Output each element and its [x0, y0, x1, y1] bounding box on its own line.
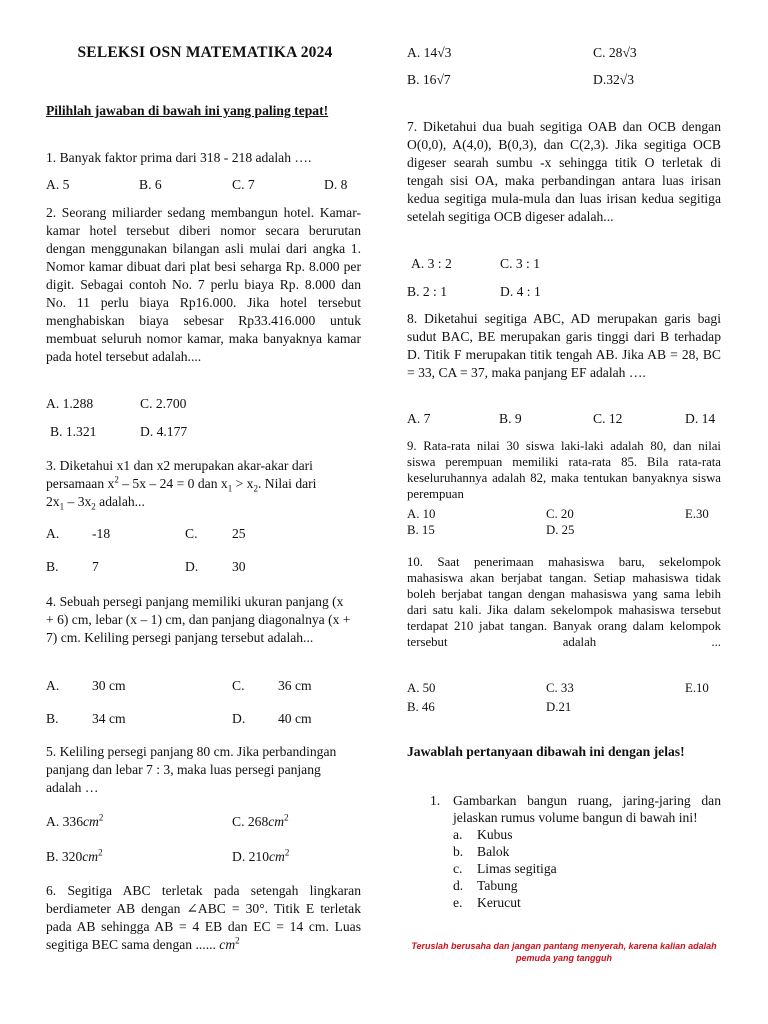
q3-subscript: 2 — [91, 501, 96, 512]
option-d[interactable] — [232, 848, 289, 866]
option-a-value[interactable]: 30 cm — [92, 678, 126, 693]
q3-subscript: 1 — [59, 501, 65, 512]
option-a-value: A. 336 — [46, 814, 84, 829]
option-d[interactable]: D. 25 — [546, 523, 575, 537]
unit-exponent: 2 — [98, 847, 103, 858]
option-a[interactable]: A. 50 — [407, 681, 436, 695]
essay-question-1 — [430, 792, 721, 911]
option-d[interactable]: D. 8 — [324, 177, 348, 192]
option-a[interactable]: A. 14√3 — [407, 45, 452, 60]
option-a-label[interactable]: A. — [46, 678, 60, 693]
option-b-label[interactable]: B. — [46, 559, 59, 574]
option-c-value[interactable]: 36 cm — [278, 678, 312, 693]
q3-text: – 3x — [64, 494, 92, 509]
option-d[interactable]: D.21 — [546, 700, 572, 714]
section-heading-multiple-choice: Pilihlah jawaban di bawah ini yang paling tepat! — [46, 103, 329, 118]
list-item — [453, 860, 721, 877]
option-b[interactable]: B. 15 — [407, 523, 435, 537]
item-text: Kubus — [477, 827, 513, 842]
unit-exponent: 2 — [284, 812, 289, 823]
q3-text: adalah... — [95, 494, 145, 509]
unit-exponent: 2 — [284, 847, 290, 858]
option-d-label[interactable]: D. — [185, 559, 199, 574]
option-c[interactable]: C. 3 : 1 — [500, 256, 541, 271]
option-b[interactable]: B. 1.321 — [50, 424, 97, 439]
option-c-label[interactable]: C. — [232, 678, 245, 693]
list-item — [453, 894, 721, 911]
q3-exponent: 2 — [114, 474, 119, 485]
option-b[interactable] — [46, 848, 103, 866]
option-c-value[interactable]: 25 — [232, 526, 246, 541]
option-d-value[interactable]: 30 — [232, 559, 246, 574]
question-9: 9. Rata-rata nilai 30 siswa laki-laki adalah 80, dan nilai siswa perempuan memiliki rata-rata 85. Bila rata-rata keseluruhannya adalah 82, maka tentukan banyaknya siswa perempuan — [407, 439, 721, 501]
option-a[interactable]: A. 5 — [46, 177, 70, 192]
option-d-label[interactable]: D. — [232, 711, 246, 726]
option-d-value[interactable]: 40 cm — [278, 711, 312, 726]
option-c[interactable]: C. 28√3 — [593, 45, 637, 60]
option-b[interactable]: B. 16√7 — [407, 72, 451, 87]
q3-text: 2x — [46, 494, 60, 509]
option-a-label[interactable]: A. — [46, 526, 60, 541]
option-c-label[interactable]: C. — [185, 526, 198, 541]
page-title: SELEKSI OSN MATEMATIKA 2024 — [77, 44, 333, 61]
option-b-value: B. 320 — [46, 849, 83, 864]
option-a[interactable]: A. 1.288 — [46, 396, 94, 411]
question-6 — [46, 882, 361, 954]
item-letter: a. — [453, 827, 463, 842]
q3-text: persamaan x — [46, 476, 115, 491]
question-3-line-1: 3. Diketahui x1 dan x2 merupakan akar-akar dari — [46, 458, 313, 473]
option-d[interactable]: D. 4 : 1 — [500, 284, 541, 299]
q3-subscript: 2 — [253, 483, 258, 494]
option-d-value: D. 210 — [232, 849, 270, 864]
motto-text: Teruslah berusaha dan jangan pantang menyerah, karena kalian adalah pemuda yang tangguh — [411, 941, 717, 963]
unit-exponent: 2 — [98, 812, 104, 823]
essay-number: 1. — [430, 793, 441, 808]
question-1: 1. Banyak faktor prima dari 318 - 218 adalah …. — [46, 150, 312, 165]
item-letter: b. — [453, 844, 464, 859]
list-item — [453, 843, 721, 860]
question-10: 10. Saat penerimaan mahasiswa baru, sekelompok mahasiswa akan berjabat tangan. Setiap mahasiswa tidak boleh berjabat tangan dengan mahasiswa yang sama lebih dari satu kali. Jika dalam sekelompok mahasiswa tersebut terdapat 210 jabat tangan. Banyak orang dalam kelompok tersebut adalah ... — [407, 555, 721, 649]
question-6-text: 6. Segitiga ABC terletak pada setengah lingkaran berdiameter AB dengan ∠ABC = 30°. Titik E terletak pada AB sehingga AB = 4 EB dan EC = 14 cm. Luas segitiga BEC sama dengan ...... — [46, 883, 361, 952]
item-letter: e. — [453, 895, 463, 910]
q3-text: > x — [232, 476, 254, 491]
unit: cm — [219, 937, 236, 952]
option-c[interactable]: C. 12 — [593, 411, 623, 426]
option-c[interactable] — [232, 813, 289, 831]
question-3-line-3 — [46, 493, 361, 511]
option-d[interactable]: D. 4.177 — [140, 424, 188, 439]
question-3 — [46, 457, 361, 511]
question-2: 2. Seorang miliarder sedang membangun hotel. Kamar-kamar hotel tersebut diberi nomor secara berurutan dengan menggunakan bilangan asli mulai dari angka 1. Nomor kamar dibuat dari plat besi seharga Rp. 8.000 per digit. Sebagai contoh No. 7 perlu biaya Rp. 8.000 dan No. 11 perlu biaya Rp16.000. Jika hotel tersebut menghabiskan biaya sebesar Rp33.416.000 untuk membuat seluruh nomor kamar, maka banyaknya kamar pada hotel tersebut adalah.... — [46, 205, 361, 364]
option-a-value[interactable]: -18 — [92, 526, 111, 541]
option-c[interactable]: C. 20 — [546, 507, 574, 521]
item-text: Balok — [477, 844, 510, 859]
option-b-value[interactable]: 7 — [92, 559, 99, 574]
question-7: 7. Diketahui dua buah segitiga OAB dan OCB dengan O(0,0), A(4,0), B(0,3), dan C(2,3). Jika segitiga OCB digeser searah sumbu -x sehingga titik O terletak di tengah sisi OA, maka perbandingan antara luas irisan kedua segitiga mula-mula dan luas irisan kedua segitiga setelah segitiga OCB digeser adalah... — [407, 119, 721, 224]
option-a[interactable]: A. 10 — [407, 507, 436, 521]
list-item — [453, 826, 721, 843]
item-letter: d. — [453, 878, 464, 893]
unit-exponent: 2 — [235, 935, 240, 946]
question-5: 5. Keliling persegi panjang 80 cm. Jika perbandingan panjang dan lebar 7 : 3, maka luas persegi panjang adalah … — [46, 744, 337, 795]
question-8: 8. Diketahui segitiga ABC, AD merupakan garis bagi sudut BAC, BE merupakan garis tinggi dari B terhadap D. Titik F merupakan titik tengah AB. Jika AB = 28, BC = 33, CA = 37, maka panjang EF adalah …. — [407, 311, 721, 380]
q3-text: . Nilai dari — [257, 476, 317, 491]
option-e[interactable]: E.10 — [685, 681, 709, 695]
unit: cm — [269, 849, 285, 864]
option-b[interactable]: B. 9 — [499, 411, 522, 426]
question-4: 4. Sebuah persegi panjang memiliki ukuran panjang (x + 6) cm, lebar (x – 1) cm, dan panjang diagonalnya (x + 7) cm. Keliling persegi panjang tersebut adalah... — [46, 594, 351, 645]
unit: cm — [83, 814, 99, 829]
essay-text: Gambarkan bangun ruang, jaring-jaring dan jelaskan rumus volume bangun di bawah ini! — [453, 793, 721, 825]
unit: cm — [82, 849, 99, 864]
option-d[interactable]: D.32√3 — [593, 72, 635, 87]
q3-subscript: 1 — [227, 483, 233, 494]
item-text: Tabung — [477, 878, 518, 893]
option-b-label[interactable]: B. — [46, 711, 59, 726]
option-a[interactable]: A. 7 — [407, 411, 431, 426]
option-b[interactable]: B. 46 — [407, 700, 435, 714]
option-c[interactable]: C. 7 — [232, 177, 255, 192]
option-a[interactable] — [46, 813, 103, 831]
item-letter: c. — [453, 861, 463, 876]
section-heading-essay: Jawablah pertanyaan dibawah ini dengan jelas! — [407, 744, 685, 759]
list-item — [453, 877, 721, 894]
item-text: Kerucut — [477, 895, 521, 910]
option-e[interactable]: E.30 — [685, 507, 709, 521]
option-b[interactable]: B. 2 : 1 — [407, 284, 448, 299]
option-c[interactable]: C. 33 — [546, 681, 574, 695]
option-b-value[interactable]: 34 cm — [92, 711, 126, 726]
option-c[interactable]: C. 2.700 — [140, 396, 187, 411]
option-c-value: C. 268 — [232, 814, 269, 829]
item-text: Limas segitiga — [477, 861, 557, 876]
essay-items — [453, 826, 721, 911]
question-3-line-2 — [46, 475, 361, 493]
option-b[interactable]: B. 6 — [139, 177, 162, 192]
option-d[interactable]: D. 14 — [685, 411, 716, 426]
option-a[interactable]: A. 3 : 2 — [411, 256, 452, 271]
unit: cm — [268, 814, 285, 829]
q3-text: – 5x – 24 = 0 dan x — [118, 476, 228, 491]
